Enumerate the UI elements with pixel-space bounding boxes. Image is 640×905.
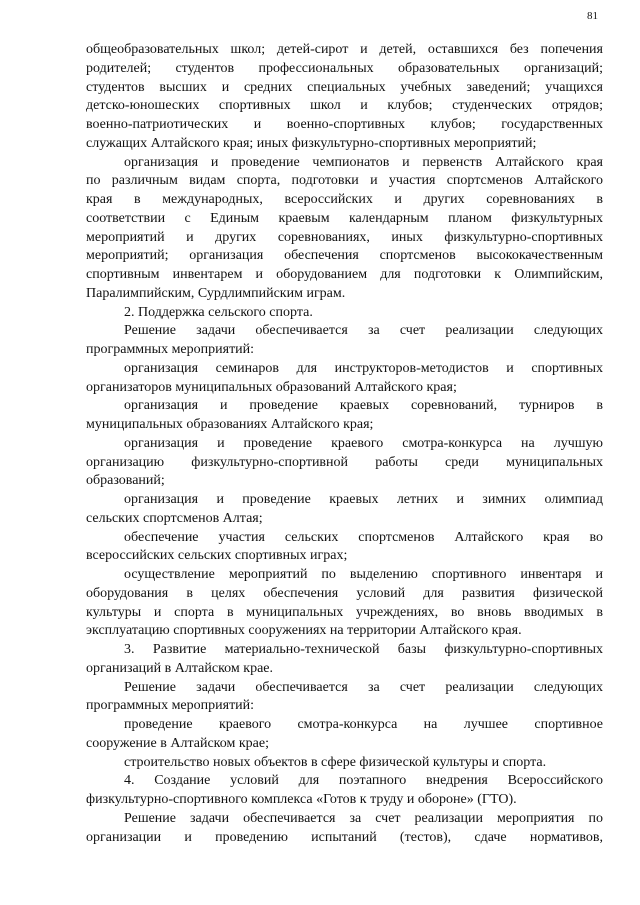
text-line: детско-юношеских спортивных школ и клубов; студенческих отрядов; bbox=[86, 98, 603, 114]
text-line: эксплуатацию спортивных сооружениях на территории Алтайского края. bbox=[86, 623, 522, 639]
text-line: организаций в Алтайском крае. bbox=[86, 660, 273, 676]
text-line: соответствии с Единым краевым календарным планом физкультурных bbox=[86, 210, 603, 226]
text-line: организация и проведение краевого смотра-конкурса на лучшую bbox=[124, 435, 603, 451]
text-line: организаторов муниципальных образований Алтайского края; bbox=[86, 379, 457, 395]
page-number: 81 bbox=[587, 10, 598, 22]
text-line: общеобразовательных школ; детей-сирот и детей, оставшихся без попечения bbox=[86, 42, 603, 57]
text-line: муниципальных образованиях Алтайского края; bbox=[86, 417, 374, 432]
text-line: программных мероприятий: bbox=[86, 342, 255, 357]
text-line: студентов высших и средних специальных учебных заведений; учащихся bbox=[86, 79, 603, 95]
text-line: 2. Поддержка сельского спорта. bbox=[124, 304, 313, 320]
text-line: культуры и спорта в муниципальных учреждениях, во вновь вводимых в bbox=[86, 604, 603, 620]
text-line: мероприятий; организация обеспечения спортсменов высококачественным bbox=[86, 248, 603, 264]
text-line: 3. Развитие материально-технической базы физкультурно-спортивных bbox=[124, 642, 603, 657]
text-line: спортивным инвентарем и оборудованием для подготовки к Олимпийским, bbox=[86, 267, 603, 282]
text-line: оборудования в целях обеспечения условий для развития физической bbox=[86, 585, 603, 601]
text-line: родителей; студентов профессиональных образовательных организаций; bbox=[86, 60, 603, 76]
text-line: служащих Алтайского края; иных физкультурно-спортивных мероприятий; bbox=[86, 135, 537, 151]
text-line: организация и проведение чемпионатов и первенств Алтайского края bbox=[124, 154, 603, 170]
text-line: 4. Создание условий для поэтапного внедрения Всероссийского bbox=[124, 773, 603, 789]
text-line: организация и проведение краевых летних и зимних олимпиад bbox=[124, 492, 603, 507]
text-line: организация и проведение краевых соревнований, турниров в bbox=[124, 398, 603, 414]
text-line: обеспечение участия сельских спортсменов Алтайского края во bbox=[124, 529, 603, 545]
text-line: сооружение в Алтайском крае; bbox=[86, 735, 269, 751]
text-line: по различным видам спорта, подготовки и участия спортсменов Алтайского bbox=[86, 173, 603, 189]
document-body bbox=[86, 41, 603, 847]
text-line: Решение задачи обеспечивается за счет реализации мероприятия по bbox=[124, 810, 603, 826]
text-line: всероссийских сельских спортивных играх; bbox=[86, 548, 348, 564]
text-line: программных мероприятий: bbox=[86, 698, 255, 714]
text-line: военно-патриотических и военно-спортивных клубов; государственных bbox=[86, 117, 603, 132]
text-line: организация семинаров для инструкторов-методистов и спортивных bbox=[124, 360, 603, 376]
text-line: осуществление мероприятий по выделению спортивного инвентаря и bbox=[124, 567, 603, 582]
text-line: образований; bbox=[86, 473, 165, 489]
text-line: сельских спортсменов Алтая; bbox=[86, 510, 263, 526]
text-line: организации и проведению испытаний (тестов), сдаче нормативов, bbox=[86, 829, 603, 845]
text-line: строительство новых объектов в сфере физической культуры и спорта. bbox=[124, 754, 547, 770]
text-line: края в международных, всероссийских и других соревнованиях в bbox=[86, 192, 603, 207]
text-line: проведение краевого смотра-конкурса на лучшее спортивное bbox=[124, 717, 603, 732]
text-line: Решение задачи обеспечивается за счет реализации следующих bbox=[124, 679, 603, 695]
text-line: Решение задачи обеспечивается за счет реализации следующих bbox=[124, 323, 603, 339]
text-line: физкультурно-спортивного комплекса «Готов к труду и обороне» (ГТО). bbox=[86, 792, 517, 807]
text-line: Паралимпийским, Сурдлимпийским играм. bbox=[86, 285, 346, 301]
text-line: мероприятий и других соревнованиях, иных физкультурно-спортивных bbox=[86, 229, 603, 245]
text-line: организацию физкультурно-спортивной работы среди муниципальных bbox=[86, 454, 603, 470]
